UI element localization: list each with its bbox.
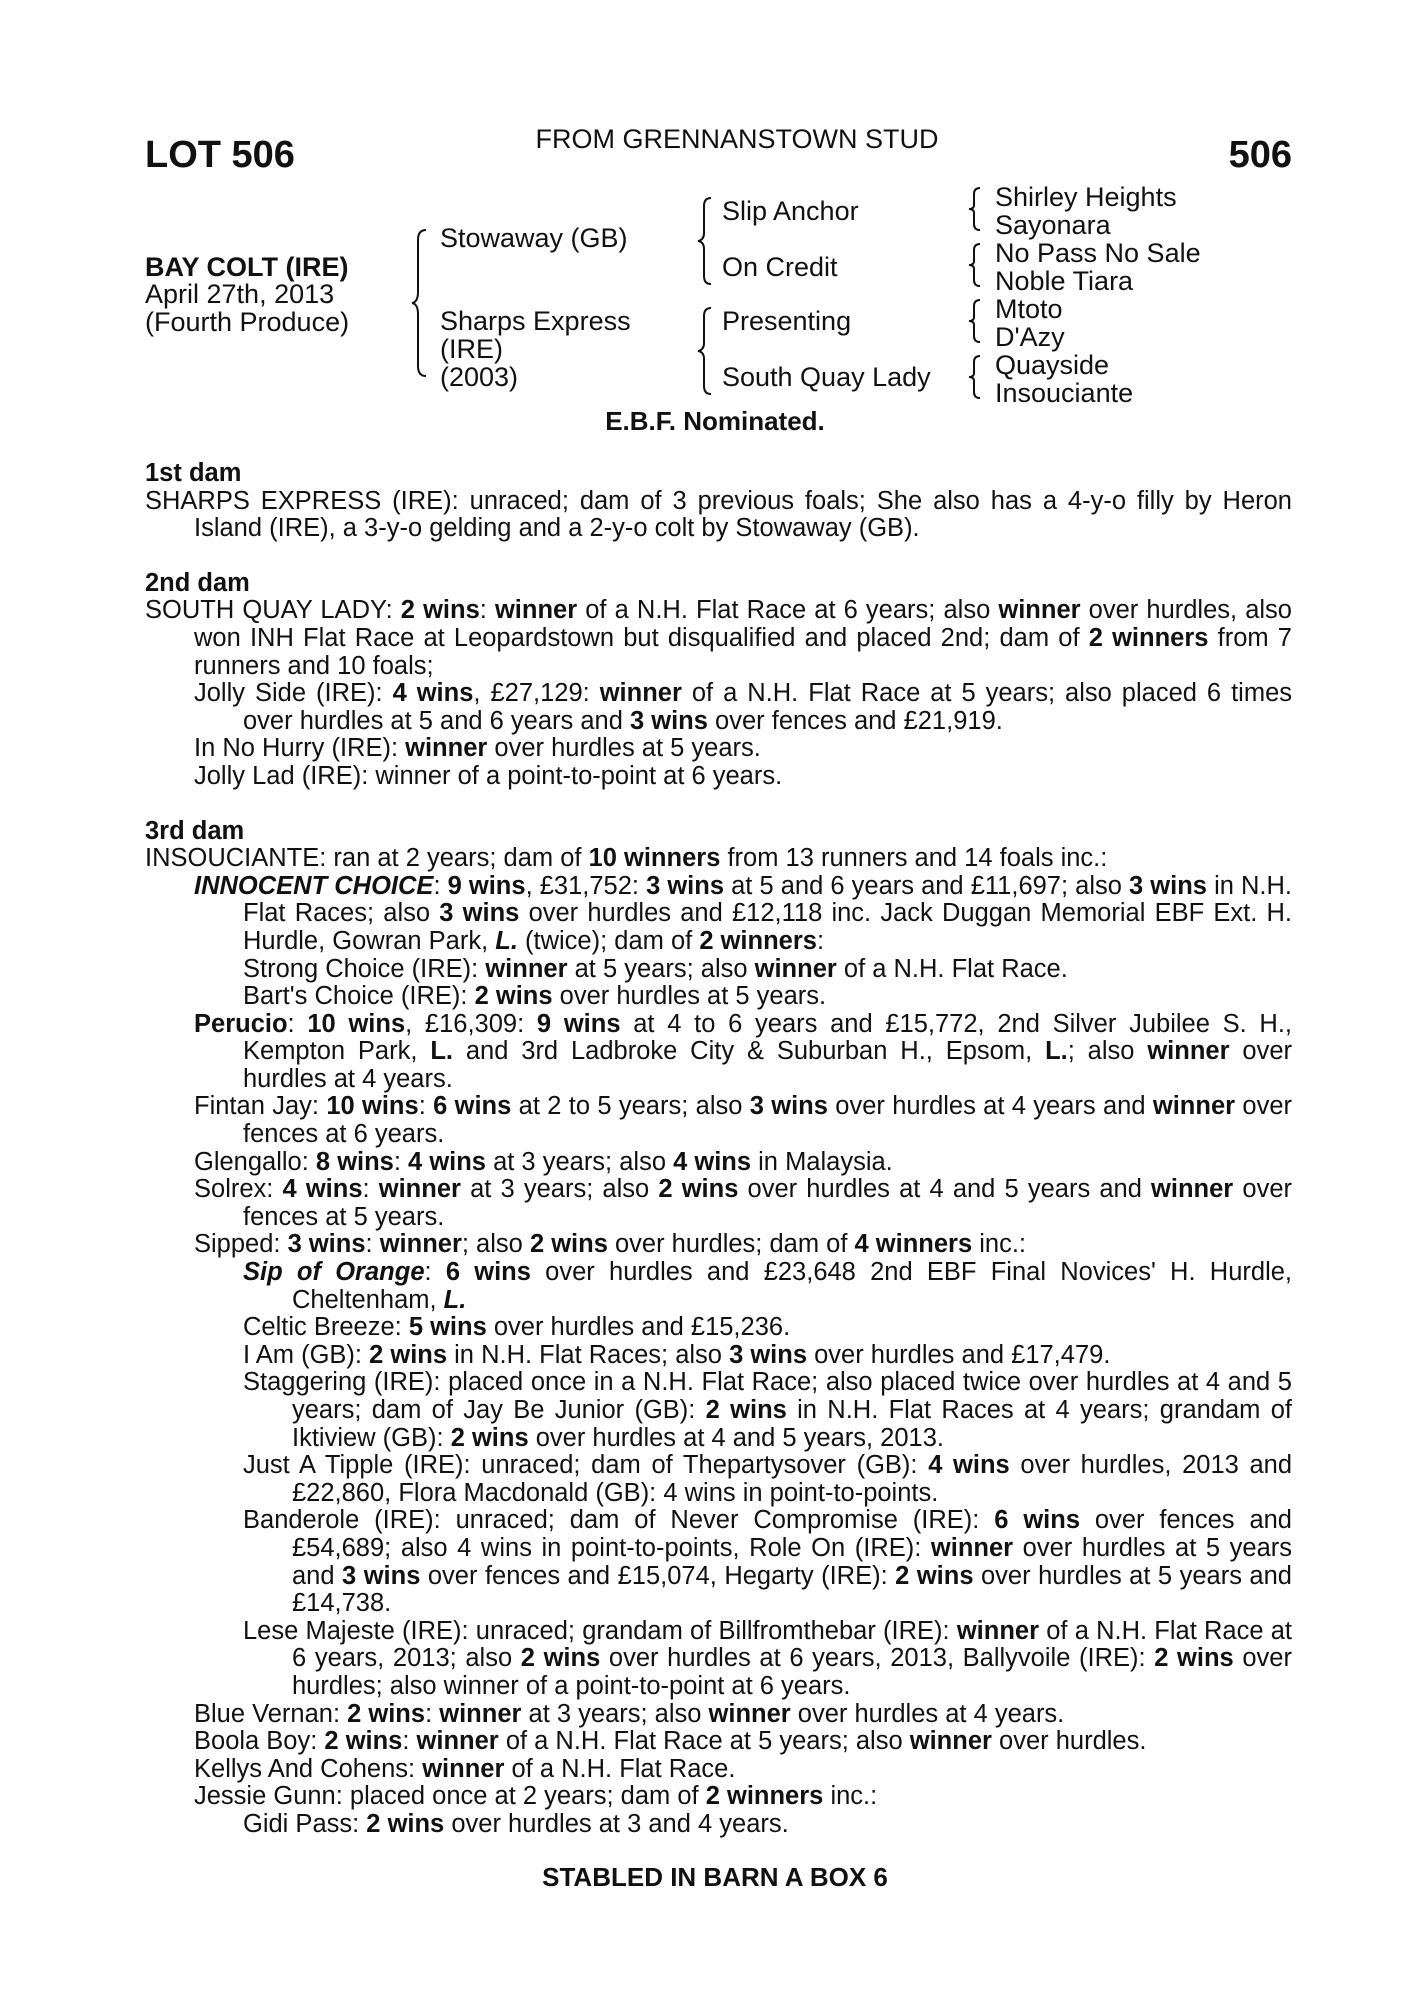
produce-entry bbox=[145, 873, 1292, 956]
text-run: of a N.H. Flat Race at 5 years; also placed 6 times over hurdles at 5 and 6 years and bbox=[243, 679, 1292, 735]
produce-entry bbox=[145, 1314, 1292, 1342]
text-run: over hurdles at 5 years and £14,738. bbox=[292, 1561, 1292, 1618]
produce-entry bbox=[145, 983, 1292, 1011]
bold-run: 3 wins bbox=[1129, 871, 1207, 900]
text-run: at 3 years; also bbox=[521, 1699, 709, 1728]
text-run: I Am (GB): bbox=[243, 1340, 370, 1369]
produce-entry bbox=[145, 1728, 1292, 1756]
bold-run: 2 wins bbox=[324, 1727, 403, 1756]
bold-run: L. bbox=[495, 926, 518, 955]
bold-run: winner bbox=[1147, 1037, 1230, 1066]
brace-g3-3 bbox=[968, 298, 984, 344]
text-run: of a N.H. Flat Race at 5 years; also bbox=[498, 1727, 910, 1756]
bold-run: winner bbox=[998, 596, 1081, 625]
text-run: Jessie Gunn: placed once at 2 years; dam of bbox=[194, 1782, 706, 1811]
text-run: over fences and £54,689; also 4 wins in point-to-points, Role On (IRE): bbox=[292, 1506, 1292, 1562]
brace-sire bbox=[697, 196, 717, 286]
bold-run: winner bbox=[405, 734, 488, 763]
bold-run: 2 wins bbox=[895, 1561, 974, 1590]
produce-entry bbox=[145, 1507, 1292, 1617]
produce-entry bbox=[145, 1452, 1292, 1507]
bold-run: winner bbox=[494, 596, 578, 625]
bold-run: winner bbox=[422, 1754, 505, 1783]
bold-run: 3 wins bbox=[630, 706, 708, 735]
dam-name: Sharps Express bbox=[440, 306, 631, 336]
section-heading: 2nd dam bbox=[145, 568, 250, 597]
text-run: ; also bbox=[1067, 1037, 1148, 1066]
sire-sire: Slip Anchor bbox=[722, 196, 859, 226]
bold-run: 3 wins bbox=[287, 1230, 366, 1259]
text-run: over hurdles at 4 years. bbox=[243, 1037, 1292, 1093]
text-run: in N.H. Flat Races; also bbox=[243, 871, 1293, 928]
text-run: over fences and £15,074, Hegarty (IRE): bbox=[420, 1561, 896, 1590]
sire: Stowaway (GB) bbox=[440, 223, 628, 253]
bold-run: 2 wins bbox=[400, 596, 480, 625]
bold-run: 4 wins bbox=[408, 1147, 486, 1176]
text-run: : bbox=[816, 926, 825, 955]
bold-run: 10 wins bbox=[326, 1092, 419, 1121]
text-run: of a N.H. Flat Race at 6 years; also bbox=[577, 596, 999, 625]
produce-entry bbox=[145, 956, 1292, 984]
text-run: , £31,752: bbox=[525, 871, 647, 900]
consignor: FROM GRENNANSTOWN STUD bbox=[535, 124, 939, 154]
bold-run: winner bbox=[379, 1230, 462, 1259]
text-run: Boola Boy: bbox=[194, 1727, 325, 1756]
bold-run: 10 wins bbox=[307, 1009, 406, 1038]
bold-run: 2 winners bbox=[705, 1782, 824, 1811]
bold-run: 2 wins bbox=[658, 1175, 739, 1204]
bold-run: 3 wins bbox=[729, 1340, 808, 1369]
catalogue-body bbox=[145, 460, 1292, 1866]
brace-gen1 bbox=[412, 228, 432, 378]
ebf-nominated: E.B.F. Nominated. bbox=[605, 406, 825, 436]
bold-run: winner bbox=[956, 1616, 1040, 1645]
text-run: INSOUCIANTE: ran at 2 years; dam of bbox=[145, 844, 589, 873]
produce-entry bbox=[145, 488, 1292, 543]
produce-entry bbox=[145, 1231, 1292, 1259]
text-run: at 4 to 6 years and £15,772, 2nd Silver Jubilee S. H., Kempton Park, bbox=[243, 1009, 1293, 1066]
text-run: SOUTH QUAY LADY: bbox=[145, 596, 401, 625]
text-run: and 3rd Ladbroke City & Suburban H., Epsom, bbox=[452, 1037, 1046, 1066]
text-run: over hurdles at 4 and 5 years and bbox=[738, 1175, 1152, 1204]
bold-run: 4 winners bbox=[854, 1230, 973, 1259]
text-run: over hurdles, also won INH Flat Race at Leopardstown but disqualified and placed 2nd; dam of bbox=[194, 596, 1292, 652]
bold-run: 5 wins bbox=[408, 1313, 487, 1342]
bold-run: 4 wins bbox=[392, 679, 474, 708]
stabling-note: STABLED IN BARN A BOX 6 bbox=[542, 1862, 888, 1892]
text-run: Gidi Pass: bbox=[243, 1809, 367, 1838]
bold-run: 2 wins bbox=[369, 1340, 448, 1369]
text-run: over hurdles at 4 years. bbox=[790, 1699, 1065, 1728]
text-run: at 3 years; also bbox=[486, 1147, 674, 1176]
bold-run: 2 wins bbox=[450, 1423, 529, 1452]
brace-g3-1 bbox=[968, 186, 984, 232]
text-run: Banderole (IRE): unraced; dam of Never Compromise (IRE): bbox=[243, 1506, 995, 1535]
text-run: of a N.H. Flat Race. bbox=[836, 954, 1068, 983]
text-run: , £27,129: bbox=[473, 679, 600, 708]
text-run: Jolly Side (IRE): bbox=[194, 679, 393, 708]
bold-run: winner bbox=[754, 954, 837, 983]
gen3-2: Sayonara bbox=[995, 210, 1111, 240]
text-run: (twice); dam of bbox=[517, 926, 700, 955]
bold-run: 2 wins bbox=[474, 982, 553, 1011]
bold-run: 9 wins bbox=[447, 871, 526, 900]
text-run: over hurdles. bbox=[991, 1727, 1147, 1756]
text-run: over fences and £21,919. bbox=[707, 706, 1003, 735]
sire-dam: On Credit bbox=[722, 252, 838, 282]
text-run: Fintan Jay: bbox=[194, 1092, 327, 1121]
bold-run: 2 wins bbox=[705, 1396, 787, 1424]
gen3-4: Noble Tiara bbox=[995, 266, 1134, 296]
produce-entry bbox=[145, 763, 1292, 791]
text-run: : bbox=[425, 1699, 440, 1728]
brace-g3-2 bbox=[968, 242, 984, 288]
text-run: over hurdles at 4 years and bbox=[827, 1092, 1153, 1121]
bold-run: 2 wins bbox=[1154, 1644, 1234, 1673]
dam-section bbox=[145, 818, 1292, 1839]
bold-run: 4 wins bbox=[282, 1175, 363, 1204]
dam-section bbox=[145, 570, 1292, 791]
gen3-8: Insouciante bbox=[995, 378, 1134, 408]
text-run: : bbox=[402, 1727, 417, 1756]
dam-sire: Presenting bbox=[722, 306, 852, 336]
produce-entry bbox=[145, 1149, 1292, 1177]
produce-entry bbox=[145, 1093, 1292, 1148]
text-run: over hurdles at 5 years. bbox=[487, 734, 761, 763]
text-run: Bart's Choice (IRE): bbox=[243, 982, 475, 1011]
bold-run: L. bbox=[443, 1285, 467, 1314]
bold-run: 10 winners bbox=[588, 844, 721, 873]
gen3-3: No Pass No Sale bbox=[995, 238, 1201, 268]
bold-run: winner bbox=[378, 1175, 461, 1204]
text-run: over hurdles at 3 and 4 years. bbox=[444, 1809, 789, 1838]
text-run: ; also bbox=[461, 1230, 530, 1259]
bold-run: winner bbox=[909, 1727, 992, 1756]
bold-run: winner bbox=[930, 1533, 1014, 1562]
bold-run: 3 wins bbox=[439, 899, 520, 928]
produce-entry bbox=[145, 1618, 1292, 1701]
bold-run: winner bbox=[1152, 1092, 1236, 1121]
bold-run: 2 winners bbox=[1088, 623, 1209, 652]
produce-entry bbox=[145, 1011, 1292, 1094]
text-run: in Malaysia. bbox=[751, 1147, 893, 1176]
text-run: at 3 years; also bbox=[460, 1175, 659, 1204]
text-run: over hurdles and £12,118 inc. Jack Duggan Memorial EBF Ext. H. Hurdle, Gowran Park, bbox=[243, 899, 1293, 955]
bold-run: L. bbox=[1045, 1037, 1068, 1066]
dam-year: (2003) bbox=[440, 362, 519, 392]
text-run: : bbox=[393, 1147, 409, 1176]
dam-dam: South Quay Lady bbox=[722, 362, 931, 392]
text-run: over hurdles at 5 years. bbox=[552, 982, 827, 1011]
produce-entry bbox=[145, 735, 1292, 763]
text-run: inc.: bbox=[823, 1782, 878, 1811]
text-run: from 13 runners and 14 foals inc.: bbox=[720, 844, 1108, 873]
text-run: Solrex: bbox=[194, 1175, 283, 1204]
section-heading: 1st dam bbox=[145, 459, 242, 487]
text-run: Strong Choice (IRE): bbox=[243, 954, 486, 983]
horse-produce: (Fourth Produce) bbox=[145, 307, 350, 337]
text-run: : bbox=[433, 871, 448, 900]
produce-entry bbox=[145, 1259, 1292, 1314]
bold-run: winner bbox=[1151, 1175, 1234, 1204]
text-run: of a N.H. Flat Race at 6 years, 2013; also bbox=[292, 1616, 1292, 1673]
text-run: inc.: bbox=[972, 1230, 1027, 1259]
text-run: In No Hurry (IRE): bbox=[194, 734, 406, 763]
produce-entry bbox=[145, 1783, 1292, 1811]
text-run: over hurdles at 4 and 5 years, 2013. bbox=[528, 1423, 944, 1452]
text-run: Sipped: bbox=[194, 1230, 288, 1259]
text-run: over hurdles at 6 years, 2013, Ballyvoile (IRE): bbox=[600, 1644, 1155, 1673]
text-run: Kellys And Cohens: bbox=[194, 1754, 423, 1783]
bold-run: 6 wins bbox=[994, 1506, 1081, 1535]
text-run: Glengallo: bbox=[194, 1147, 316, 1176]
brace-g3-4 bbox=[968, 354, 984, 400]
text-run: : bbox=[365, 1230, 380, 1259]
text-run: of a N.H. Flat Race. bbox=[504, 1754, 736, 1783]
text-run: Just A Tipple (IRE): unraced; dam of Thepartysover (GB): bbox=[243, 1451, 929, 1480]
bold-run: INNOCENT CHOICE bbox=[194, 871, 434, 900]
text-run: Blue Vernan: bbox=[194, 1699, 348, 1728]
produce-entry bbox=[145, 1811, 1292, 1839]
bold-run: 6 wins bbox=[433, 1092, 512, 1121]
text-run: over hurdles; also winner of a point-to-point at 6 years. bbox=[292, 1644, 1292, 1700]
produce-entry bbox=[145, 845, 1292, 873]
text-run: Lese Majeste (IRE): unraced; grandam of Billfromthebar (IRE): bbox=[243, 1616, 957, 1645]
text-run: : bbox=[287, 1009, 308, 1038]
bold-run: winner bbox=[416, 1727, 499, 1756]
bold-run: 3 wins bbox=[646, 871, 725, 900]
lot-label: LOT 506 bbox=[145, 134, 295, 176]
text-run: over hurdles and £23,648 2nd EBF Final Novices' H. Hurdle, Cheltenham, bbox=[292, 1258, 1292, 1314]
dam-section bbox=[145, 460, 1292, 543]
text-run: over fences at 6 years. bbox=[243, 1092, 1292, 1149]
text-run: Staggering (IRE): placed once in a N.H. Flat Race; also placed twice over hurdles at 4 and 5 years; dam of Jay Be Junior (GB): bbox=[243, 1368, 1292, 1424]
produce-entry bbox=[145, 597, 1292, 680]
bold-run: 2 wins bbox=[366, 1809, 445, 1838]
text-run: at 5 and 6 years and £11,697; also bbox=[724, 871, 1130, 900]
produce-entry bbox=[145, 1369, 1292, 1452]
produce-entry bbox=[145, 1756, 1292, 1784]
bold-run: winner bbox=[439, 1699, 522, 1728]
bold-run: 2 wins bbox=[347, 1699, 426, 1728]
text-run: : bbox=[362, 1175, 379, 1204]
text-run: from 7 runners and 10 foals; bbox=[194, 623, 1292, 680]
bold-run: 4 wins bbox=[928, 1451, 1010, 1480]
gen3-5: Mtoto bbox=[995, 294, 1063, 324]
text-run: , £16,309: bbox=[405, 1009, 537, 1038]
bold-run: Perucio bbox=[194, 1009, 288, 1038]
text-run: Celtic Breeze: bbox=[243, 1313, 409, 1342]
bold-run: 9 wins bbox=[536, 1009, 621, 1038]
brace-dam bbox=[697, 306, 717, 396]
text-run: at 5 years; also bbox=[567, 954, 755, 983]
bold-run: Sip of Orange bbox=[243, 1258, 425, 1287]
text-run: SHARPS EXPRESS (IRE): unraced; dam of 3 previous foals; She also has a 4-y-o filly by Heron Island (IRE), a 3-y-o gelding and a 2-y-o colt by Stowaway (GB). bbox=[145, 486, 1292, 543]
text-run: over hurdles and £17,479. bbox=[807, 1340, 1111, 1369]
text-run: Jolly Lad (IRE): winner of a point-to-point at 6 years. bbox=[194, 761, 783, 790]
bold-run: winner bbox=[485, 954, 568, 983]
lot-number: 506 bbox=[1228, 134, 1292, 176]
bold-run: L. bbox=[430, 1037, 453, 1066]
text-run: : bbox=[418, 1092, 434, 1121]
produce-entry bbox=[145, 1701, 1292, 1729]
horse-title: BAY COLT (IRE) bbox=[145, 252, 349, 282]
produce-entry bbox=[145, 680, 1292, 735]
gen3-6: D'Azy bbox=[995, 322, 1065, 352]
text-run: over hurdles, 2013 and £22,860, Flora Macdonald (GB): 4 wins in point-to-points. bbox=[292, 1451, 1293, 1507]
text-run: in N.H. Flat Races; also bbox=[447, 1340, 730, 1369]
bold-run: 6 wins bbox=[445, 1258, 531, 1287]
text-run: over hurdles; dam of bbox=[607, 1230, 855, 1259]
bold-run: 8 wins bbox=[315, 1147, 394, 1176]
produce-entry bbox=[145, 1176, 1292, 1231]
section-heading: 3rd dam bbox=[145, 816, 245, 845]
gen3-7: Quayside bbox=[995, 350, 1110, 380]
dam-country: (IRE) bbox=[440, 334, 503, 364]
produce-entry bbox=[145, 1342, 1292, 1370]
bold-run: 2 wins bbox=[520, 1644, 601, 1673]
bold-run: 3 wins bbox=[749, 1092, 828, 1121]
text-run: over fences at 5 years. bbox=[243, 1175, 1292, 1231]
text-run: over hurdles at 5 years and bbox=[292, 1533, 1292, 1590]
text-run: over hurdles and £15,236. bbox=[486, 1313, 791, 1342]
text-run: at 2 to 5 years; also bbox=[511, 1092, 750, 1121]
text-run: : bbox=[479, 596, 495, 625]
text-run: : bbox=[424, 1258, 446, 1287]
bold-run: winner bbox=[599, 679, 682, 708]
horse-dob: April 27th, 2013 bbox=[145, 279, 335, 309]
bold-run: 2 wins bbox=[529, 1230, 608, 1259]
text-run: in N.H. Flat Races at 4 years; grandam of Iktiview (GB): bbox=[292, 1396, 1292, 1452]
gen3-1: Shirley Heights bbox=[995, 182, 1177, 212]
bold-run: 4 wins bbox=[673, 1147, 752, 1176]
bold-run: 2 winners bbox=[699, 926, 817, 955]
bold-run: 3 wins bbox=[342, 1561, 421, 1590]
bold-run: winner bbox=[708, 1699, 791, 1728]
